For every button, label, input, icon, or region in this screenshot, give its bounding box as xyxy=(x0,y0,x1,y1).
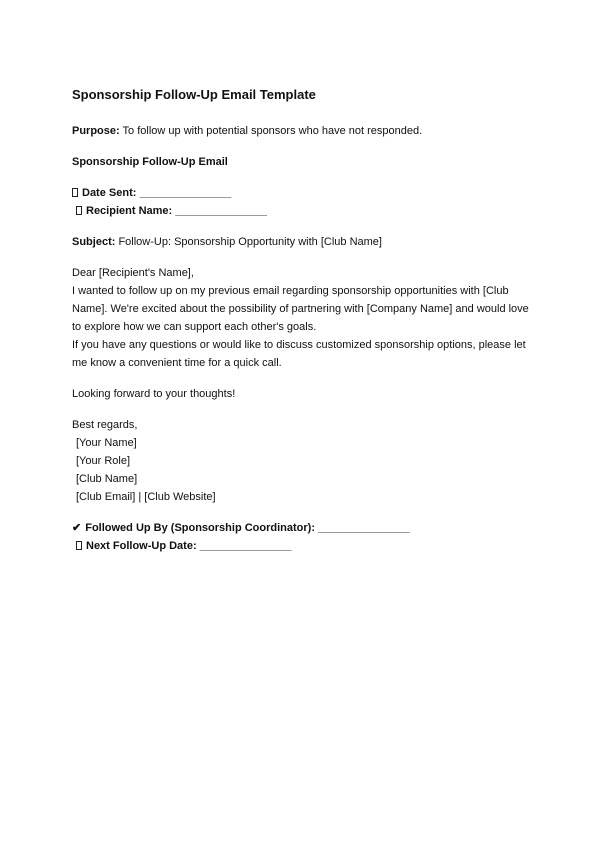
signature-block xyxy=(72,416,532,506)
purpose-label: Purpose: xyxy=(72,125,120,137)
date-sent-blank[interactable]: _______________ xyxy=(139,187,232,199)
date-sent-field xyxy=(72,184,532,202)
signature-line: [Club Name] xyxy=(76,473,138,485)
body-paragraph-1: I wanted to follow up on my previous email regarding sponsorship opportunities with [Club Name]. We're excited about the possibility of partnering with [Company Name] and would love to explore how we can support each other's goals. xyxy=(72,285,529,333)
greeting: Dear [Recipient's Name], xyxy=(72,267,194,279)
recipient-name-field xyxy=(72,202,532,220)
section-heading: Sponsorship Follow-Up Email xyxy=(72,156,228,168)
subject-line xyxy=(72,233,532,251)
purpose-text: To follow up with potential sponsors who have not responded. xyxy=(119,125,423,137)
next-follow-up-label: Next Follow-Up Date: xyxy=(86,540,197,552)
recipient-name-blank[interactable]: _______________ xyxy=(175,205,268,217)
document-title: Sponsorship Follow-Up Email Template xyxy=(72,87,316,102)
body-paragraph-2: If you have any questions or would like to discuss customized sponsorship options, please let me know a convenient time for a quick call. xyxy=(72,339,526,369)
check-mark-icon: ✔ xyxy=(72,522,82,534)
signature-line: [Your Role] xyxy=(76,455,131,467)
recipient-name-label: Recipient Name: xyxy=(86,205,173,217)
subject-label: Subject: xyxy=(72,236,116,248)
checkbox-icon[interactable] xyxy=(76,206,82,215)
checkbox-icon[interactable] xyxy=(72,188,78,197)
closing: Best regards, xyxy=(72,419,138,431)
date-sent-label: Date Sent: xyxy=(82,187,137,199)
followed-up-by-field xyxy=(72,519,532,537)
next-follow-up-field xyxy=(72,537,532,555)
checkbox-icon[interactable] xyxy=(76,541,82,550)
body-paragraph-3: Looking forward to your thoughts! xyxy=(72,388,236,400)
followed-up-by-blank[interactable]: _______________ xyxy=(318,522,410,534)
next-follow-up-blank[interactable]: _______________ xyxy=(199,540,292,552)
purpose-line xyxy=(72,122,532,140)
signature-line: [Your Name] xyxy=(76,437,137,449)
signature-line: [Club Email] | [Club Website] xyxy=(76,491,216,503)
document-page xyxy=(72,86,532,555)
followed-up-by-label: Followed Up By (Sponsorship Coordinator): xyxy=(85,522,315,534)
subject-text: Follow-Up: Sponsorship Opportunity with [Club Name] xyxy=(115,236,382,248)
